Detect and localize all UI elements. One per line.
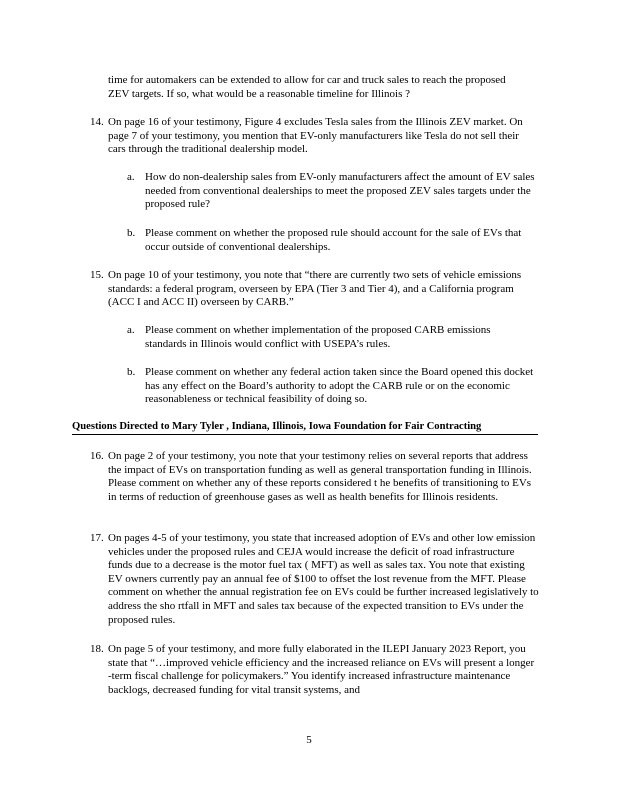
question-18-text: On page 5 of your testimony, and more fully elaborated in the ILEPI January 2023 Report, you state that “…improved vehicle efficiency and the increased reliance on EVs will present a longer -term fiscal challenge for policymakers.” You identify increased infrastructure maintenance backlogs, decreased funding for vital transit systems, and — [108, 643, 535, 696]
question-18-number: 18. — [90, 643, 104, 655]
question-15b-letter: b. — [127, 366, 136, 378]
page-number: 5 — [306, 734, 312, 746]
question-14-text: On page 16 of your testimony, Figure 4 excludes Tesla sales from the Illinois ZEV market. On page 7 of your testimony, you mention that EV-only manufacturers like Tesla do not sell their cars through the traditional dealership model. — [108, 116, 523, 156]
question-17-number: 17. — [90, 532, 104, 544]
question-14a-letter: a. — [127, 171, 135, 183]
question-14b-text: Please comment on whether the proposed rule should account for the sale of EVs that occur outside of conventional dealerships. — [145, 227, 522, 253]
question-15-number: 15. — [90, 269, 104, 281]
question-16-number: 16. — [90, 450, 104, 462]
question-15b-text: Please comment on whether any federal action taken since the Board opened this docket has any effect on the Board’s authority to adopt the CARB rule or on the economic reasonableness or technical feasibility of doing so. — [145, 366, 534, 406]
question-15-text: On page 10 of your testimony, you note that “there are currently two sets of vehicle emissions standards: a federal program, overseen by EPA (Tier 3 and Tier 4), and a California program (ACC I and ACC II) overseen by CARB.” — [108, 269, 522, 309]
question-15a-text: Please comment on whether implementation of the proposed CARB emissions standards in Illinois would conflict with USEPA’s rules. — [145, 324, 491, 350]
question-14b-letter: b. — [127, 227, 136, 239]
question-14a-text: How do non-dealership sales from EV-only manufacturers affect the amount of EV sales needed from conventional dealerships to meet the proposed ZEV sales targets under the proposed rule? — [145, 171, 535, 211]
intro-paragraph: time for automakers can be extended to allow for car and truck sales to reach the proposed ZEV targets. If so, what would be a reasonable timeline for Illinois ? — [108, 74, 506, 100]
question-14-number: 14. — [90, 116, 104, 128]
question-17-text: On pages 4-5 of your testimony, you state that increased adoption of EVs and other low emission vehicles under the proposed rules and CEJA would increase the deficit of road infrastructure funds due to a decrease is the motor fuel tax ( MFT) as well as sales tax. You note that existing EV owners currently pay an annual fee of $100 to offset the lost revenue from the MFT. Please comment on whether the annual registration fee on EVs could be further increased legislatively to address the sho rtfall in MFT and sales tax because of the expected transition to EVs under the proposed rules. — [108, 532, 539, 626]
question-15a-letter: a. — [127, 324, 135, 336]
question-16-text: On page 2 of your testimony, you note that your testimony relies on several reports that address the impact of EVs on transportation funding as well as general transportation funding in Illinois. Please comment on whether any of these reports considered t he benefits of transitioning to EVs in terms of reduction of greenhouse gases as well as health benefits for Illinois residents. — [108, 450, 532, 503]
section-heading: Questions Directed to Mary Tyler , Indiana, Illinois, Iowa Foundation for Fair Contracting — [72, 420, 538, 435]
